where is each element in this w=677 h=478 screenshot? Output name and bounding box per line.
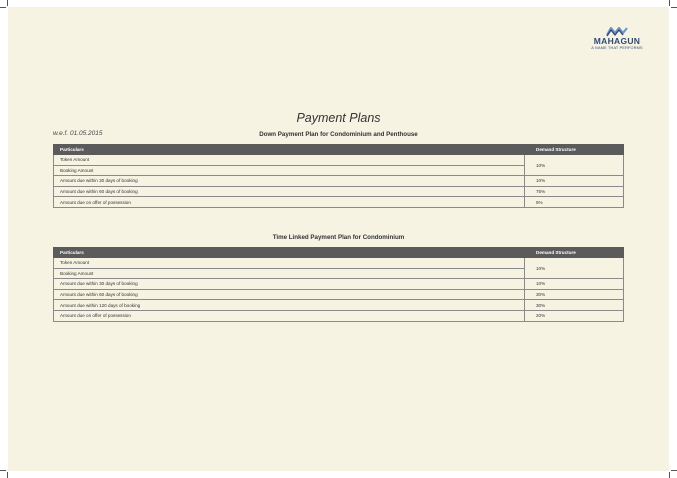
column-header-particulars: Particulars bbox=[54, 145, 525, 155]
table-header-row bbox=[54, 248, 624, 258]
table-heading-time-linked: Time Linked Payment Plan for Condominium bbox=[272, 234, 405, 241]
crop-mark bbox=[671, 7, 677, 8]
demand-cell: 30% bbox=[525, 300, 624, 311]
table-row bbox=[54, 258, 624, 269]
table-row bbox=[54, 186, 624, 197]
table-header-row bbox=[54, 145, 624, 155]
effective-date: w.e.f. 01.05.2015 bbox=[53, 130, 103, 137]
down-payment-table bbox=[53, 144, 624, 208]
table-row bbox=[54, 176, 624, 187]
particular-cell: Amount due within 60 days of booking bbox=[54, 186, 525, 197]
crop-mark bbox=[669, 472, 670, 478]
particular-cell: Amount due within 30 days of booking bbox=[54, 279, 525, 290]
demand-cell: 10% bbox=[525, 155, 624, 176]
particular-cell: Booking Amount bbox=[54, 165, 525, 176]
demand-cell: 10% bbox=[525, 176, 624, 187]
particular-cell: Amount due on offer of possession bbox=[54, 310, 525, 321]
brand-logo bbox=[587, 26, 647, 51]
particular-cell: Amount due within 120 days of booking bbox=[54, 300, 525, 311]
demand-cell: 30% bbox=[525, 289, 624, 300]
page-title: Payment Plans bbox=[296, 111, 381, 125]
table-row bbox=[54, 197, 624, 208]
table-row bbox=[54, 300, 624, 311]
crop-mark bbox=[0, 470, 6, 471]
particular-cell: Booking Amount bbox=[54, 268, 525, 279]
table-row bbox=[54, 155, 624, 166]
crop-mark bbox=[7, 472, 8, 478]
crop-mark bbox=[669, 0, 670, 6]
crop-mark bbox=[671, 470, 677, 471]
particular-cell: Amount due within 30 days of booking bbox=[54, 176, 525, 187]
column-header-particulars: Particulars bbox=[54, 248, 525, 258]
demand-cell: 5% bbox=[525, 197, 624, 208]
particular-cell: Token Amount bbox=[54, 155, 525, 166]
particular-cell: Amount due within 60 days of booking bbox=[54, 289, 525, 300]
demand-cell: 10% bbox=[525, 258, 624, 279]
table-row bbox=[54, 279, 624, 290]
particular-cell: Amount due on offer of possession bbox=[54, 197, 525, 208]
brand-name: MAHAGUN bbox=[593, 36, 641, 46]
crop-mark bbox=[7, 0, 8, 6]
table-heading-down-payment: Down Payment Plan for Condominium and Penthouse bbox=[259, 131, 418, 138]
particular-cell: Token Amount bbox=[54, 258, 525, 269]
demand-cell: 20% bbox=[525, 310, 624, 321]
column-header-demand: Demand Structure bbox=[525, 145, 624, 155]
demand-cell: 10% bbox=[525, 279, 624, 290]
crop-mark bbox=[0, 7, 6, 8]
column-header-demand: Demand Structure bbox=[525, 248, 624, 258]
table-row bbox=[54, 289, 624, 300]
time-linked-table bbox=[53, 247, 624, 322]
table-row bbox=[54, 310, 624, 321]
brand-tagline: A NAME THAT PERFORMS bbox=[591, 46, 643, 50]
demand-cell: 75% bbox=[525, 186, 624, 197]
